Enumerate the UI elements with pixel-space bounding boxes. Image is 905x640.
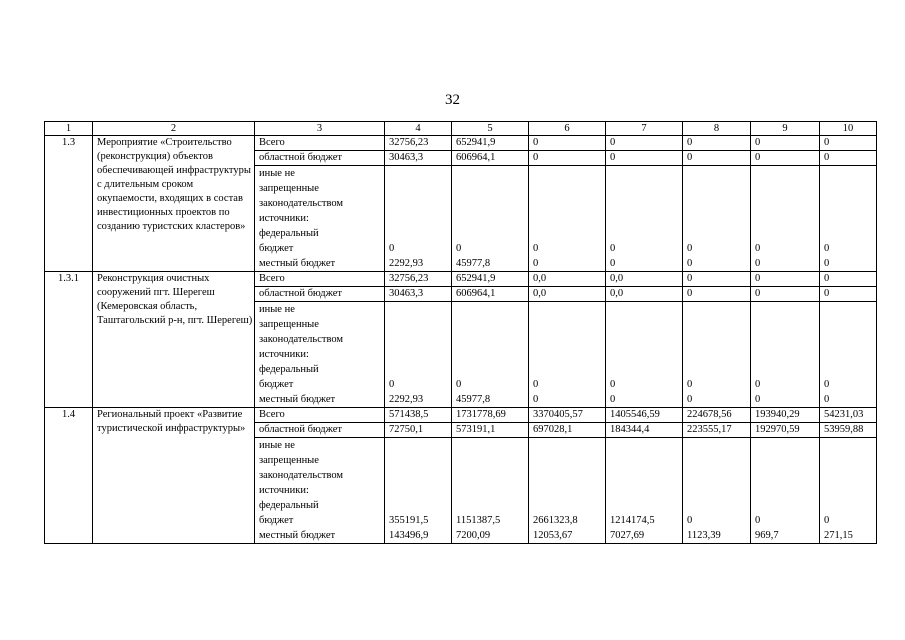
federal-value: 0 [824, 243, 830, 254]
spacer [687, 347, 750, 362]
spacer [755, 498, 819, 513]
federal-value: 0 [456, 243, 462, 254]
value-cell: 53959,88 [820, 423, 877, 438]
local-value: 0 [824, 258, 830, 269]
local-value: 7027,69 [610, 530, 645, 541]
local-value: 969,7 [755, 530, 779, 541]
spacer [533, 332, 605, 347]
source-line: местный бюджет [259, 394, 336, 405]
value-stack [820, 166, 877, 272]
spacer [389, 468, 451, 483]
value-stack [385, 438, 452, 544]
local-value: 0 [610, 258, 616, 269]
source-line: законодательством [259, 470, 344, 481]
spacer [456, 453, 528, 468]
header-cell: 10 [820, 122, 877, 136]
spacer [389, 166, 451, 181]
federal-value: 0 [610, 243, 616, 254]
federal-value: 0 [755, 379, 761, 390]
spacer [687, 181, 750, 196]
federal-value: 0 [389, 243, 395, 254]
spacer [533, 453, 605, 468]
header-cell: 8 [683, 122, 751, 136]
source-label: Всего [255, 136, 385, 151]
spacer [533, 438, 605, 453]
value-cell: 3370405,57 [529, 408, 606, 423]
source-line: бюджет [259, 379, 294, 390]
table-row [45, 408, 877, 423]
spacer [755, 438, 819, 453]
spacer [456, 332, 528, 347]
value-cell: 0,0 [529, 287, 606, 302]
spacer [755, 347, 819, 362]
value-cell: 184344,4 [606, 423, 683, 438]
spacer [755, 453, 819, 468]
spacer [389, 347, 451, 362]
spacer [533, 483, 605, 498]
spacer [687, 438, 750, 453]
spacer [389, 498, 451, 513]
spacer [687, 226, 750, 241]
spacer [389, 211, 451, 226]
source-line: иные не [259, 304, 295, 315]
value-stack [820, 438, 877, 544]
spacer [824, 332, 876, 347]
value-stack [751, 302, 820, 408]
spacer [687, 211, 750, 226]
local-value: 0 [755, 394, 761, 405]
row-number: 1.4 [45, 408, 93, 544]
federal-value: 0 [755, 515, 761, 526]
table-row [45, 272, 877, 287]
value-cell: 30463,3 [385, 151, 452, 166]
spacer [824, 302, 876, 317]
value-cell: 223555,17 [683, 423, 751, 438]
spacer [687, 166, 750, 181]
source-line: федеральный [259, 228, 319, 239]
local-value: 2292,93 [389, 394, 424, 405]
header-cell: 1 [45, 122, 93, 136]
value-stack [385, 302, 452, 408]
value-cell: 1731778,69 [452, 408, 529, 423]
federal-value: 0 [824, 379, 830, 390]
event-name: Реконструкция очистных сооружений пгт. Шерегеш (Кемеровская область, Таштагольский р-н, пгт. Шерегеш) [93, 272, 255, 408]
local-value: 45977,8 [456, 394, 491, 405]
spacer [755, 166, 819, 181]
spacer [533, 302, 605, 317]
source-line: федеральный [259, 364, 319, 375]
value-stack [606, 302, 683, 408]
spacer [610, 453, 682, 468]
spacer [389, 181, 451, 196]
spacer [824, 226, 876, 241]
spacer [533, 347, 605, 362]
spacer [824, 166, 876, 181]
source-line: запрещенные [259, 319, 319, 330]
value-stack [606, 166, 683, 272]
value-cell: 0 [683, 287, 751, 302]
value-cell: 32756,23 [385, 136, 452, 151]
local-value: 45977,8 [456, 258, 491, 269]
row-number: 1.3 [45, 136, 93, 272]
source-line: иные не [259, 440, 295, 451]
source-line: запрещенные [259, 183, 319, 194]
other-sources-cell [255, 166, 385, 272]
value-cell: 224678,56 [683, 408, 751, 423]
source-line: источники: [259, 213, 309, 224]
spacer [610, 438, 682, 453]
federal-value: 0 [533, 379, 539, 390]
value-cell: 0 [606, 136, 683, 151]
spacer [824, 483, 876, 498]
federal-value: 0 [687, 243, 693, 254]
local-value: 271,15 [824, 530, 853, 541]
value-cell: 652941,9 [452, 136, 529, 151]
local-value: 12053,67 [533, 530, 573, 541]
value-stack [751, 438, 820, 544]
spacer [755, 468, 819, 483]
federal-value: 1214174,5 [610, 515, 655, 526]
value-stack [820, 302, 877, 408]
spacer [456, 226, 528, 241]
federal-value: 2661323,8 [533, 515, 578, 526]
spacer [755, 483, 819, 498]
federal-value: 0 [533, 243, 539, 254]
local-value: 7200,09 [456, 530, 491, 541]
value-stack [452, 438, 529, 544]
local-value: 0 [533, 394, 539, 405]
value-cell: 1405546,59 [606, 408, 683, 423]
spacer [610, 226, 682, 241]
local-value: 1123,39 [687, 530, 721, 541]
local-value: 0 [533, 258, 539, 269]
value-cell: 32756,23 [385, 272, 452, 287]
spacer [687, 196, 750, 211]
spacer [824, 453, 876, 468]
value-cell: 0 [683, 151, 751, 166]
spacer [389, 196, 451, 211]
spacer [533, 181, 605, 196]
value-stack [683, 166, 751, 272]
spacer [533, 211, 605, 226]
value-cell: 0 [529, 151, 606, 166]
value-cell: 0 [820, 287, 877, 302]
spacer [456, 468, 528, 483]
spacer [389, 302, 451, 317]
spacer [610, 317, 682, 332]
value-cell: 0 [751, 287, 820, 302]
federal-value: 0 [755, 243, 761, 254]
local-value: 0 [610, 394, 616, 405]
source-label: областной бюджет [255, 423, 385, 438]
spacer [456, 347, 528, 362]
spacer [456, 196, 528, 211]
spacer [389, 226, 451, 241]
spacer [687, 468, 750, 483]
spacer [824, 181, 876, 196]
value-cell: 0 [683, 272, 751, 287]
spacer [456, 317, 528, 332]
header-cell: 4 [385, 122, 452, 136]
value-cell: 0 [820, 151, 877, 166]
spacer [610, 468, 682, 483]
header-cell: 9 [751, 122, 820, 136]
value-cell: 0 [683, 136, 751, 151]
value-cell: 0 [751, 151, 820, 166]
spacer [610, 483, 682, 498]
source-line: источники: [259, 349, 309, 360]
value-cell: 652941,9 [452, 272, 529, 287]
spacer [610, 211, 682, 226]
spacer [533, 226, 605, 241]
value-cell: 0 [529, 136, 606, 151]
local-value: 0 [824, 394, 830, 405]
federal-value: 0 [610, 379, 616, 390]
federal-value: 355191,5 [389, 515, 429, 526]
spacer [456, 362, 528, 377]
federal-value: 0 [687, 379, 693, 390]
spacer [389, 362, 451, 377]
value-cell: 0,0 [606, 287, 683, 302]
spacer [610, 196, 682, 211]
source-label: областной бюджет [255, 287, 385, 302]
value-cell: 606964,1 [452, 151, 529, 166]
value-cell: 0 [751, 272, 820, 287]
value-cell: 72750,1 [385, 423, 452, 438]
value-cell: 0 [606, 151, 683, 166]
federal-value: 0 [687, 515, 693, 526]
source-line: источники: [259, 485, 309, 496]
spacer [755, 226, 819, 241]
value-cell: 193940,29 [751, 408, 820, 423]
spacer [610, 347, 682, 362]
source-label: областной бюджет [255, 151, 385, 166]
value-stack [452, 302, 529, 408]
spacer [687, 332, 750, 347]
local-value: 143496,9 [389, 530, 429, 541]
local-value: 0 [687, 258, 693, 269]
value-stack [385, 166, 452, 272]
value-stack [751, 166, 820, 272]
header-cell: 7 [606, 122, 683, 136]
value-cell: 0 [820, 272, 877, 287]
federal-value: 0 [824, 515, 830, 526]
spacer [824, 468, 876, 483]
row-number: 1.3.1 [45, 272, 93, 408]
local-value: 0 [755, 258, 761, 269]
spacer [389, 332, 451, 347]
spacer [389, 438, 451, 453]
spacer [824, 498, 876, 513]
spacer [687, 317, 750, 332]
value-stack [529, 438, 606, 544]
spacer [824, 347, 876, 362]
header-cell: 5 [452, 122, 529, 136]
spacer [456, 498, 528, 513]
other-sources-cell [255, 438, 385, 544]
spacer [755, 332, 819, 347]
spacer [533, 362, 605, 377]
source-line: бюджет [259, 243, 294, 254]
source-line: местный бюджет [259, 530, 336, 541]
spacer [755, 181, 819, 196]
value-cell: 697028,1 [529, 423, 606, 438]
spacer [456, 302, 528, 317]
federal-value: 1151387,5 [456, 515, 501, 526]
spacer [687, 498, 750, 513]
spacer [610, 362, 682, 377]
value-cell: 571438,5 [385, 408, 452, 423]
spacer [533, 468, 605, 483]
spacer [687, 483, 750, 498]
value-stack [683, 302, 751, 408]
source-label: Всего [255, 272, 385, 287]
budget-table [44, 121, 877, 544]
value-cell: 573191,1 [452, 423, 529, 438]
spacer [533, 498, 605, 513]
value-cell: 192970,59 [751, 423, 820, 438]
spacer [755, 196, 819, 211]
spacer [610, 332, 682, 347]
spacer [610, 498, 682, 513]
source-line: иные не [259, 168, 295, 179]
spacer [456, 438, 528, 453]
spacer [456, 211, 528, 226]
value-cell: 0 [820, 136, 877, 151]
spacer [824, 317, 876, 332]
spacer [687, 453, 750, 468]
spacer [755, 317, 819, 332]
source-line: законодательством [259, 334, 344, 345]
value-stack [606, 438, 683, 544]
table-row [45, 136, 877, 151]
spacer [755, 211, 819, 226]
value-cell: 30463,3 [385, 287, 452, 302]
value-stack [683, 438, 751, 544]
value-cell: 606964,1 [452, 287, 529, 302]
header-cell: 6 [529, 122, 606, 136]
source-line: федеральный [259, 500, 319, 511]
source-line: законодательством [259, 198, 344, 209]
spacer [687, 302, 750, 317]
spacer [610, 302, 682, 317]
value-cell: 0,0 [529, 272, 606, 287]
source-line: местный бюджет [259, 258, 336, 269]
header-cell: 2 [93, 122, 255, 136]
event-name: Мероприятие «Строительство (реконструкция) объектов обеспечивающей инфраструктуры с длительным сроком окупаемости, входящих в состав инвестиционных проектов по созданию туристских кластеров» [93, 136, 255, 272]
header-row [45, 122, 877, 136]
header-cell: 3 [255, 122, 385, 136]
local-value: 2292,93 [389, 258, 424, 269]
source-line: бюджет [259, 515, 294, 526]
spacer [610, 181, 682, 196]
event-name: Региональный проект «Развитие туристической инфраструктуры» [93, 408, 255, 544]
spacer [456, 166, 528, 181]
spacer [456, 181, 528, 196]
other-sources-cell [255, 302, 385, 408]
spacer [755, 302, 819, 317]
spacer [824, 196, 876, 211]
spacer [755, 362, 819, 377]
spacer [687, 362, 750, 377]
source-line: запрещенные [259, 455, 319, 466]
value-stack [452, 166, 529, 272]
spacer [456, 483, 528, 498]
spacer [533, 196, 605, 211]
spacer [824, 211, 876, 226]
spacer [389, 317, 451, 332]
value-stack [529, 166, 606, 272]
spacer [389, 453, 451, 468]
spacer [533, 317, 605, 332]
spacer [389, 483, 451, 498]
value-cell: 0,0 [606, 272, 683, 287]
spacer [610, 166, 682, 181]
value-cell: 54231,03 [820, 408, 877, 423]
federal-value: 0 [389, 379, 395, 390]
value-cell: 0 [751, 136, 820, 151]
spacer [533, 166, 605, 181]
spacer [824, 438, 876, 453]
source-label: Всего [255, 408, 385, 423]
local-value: 0 [687, 394, 693, 405]
page-number: 32 [445, 92, 460, 108]
value-stack [529, 302, 606, 408]
spacer [824, 362, 876, 377]
federal-value: 0 [456, 379, 462, 390]
